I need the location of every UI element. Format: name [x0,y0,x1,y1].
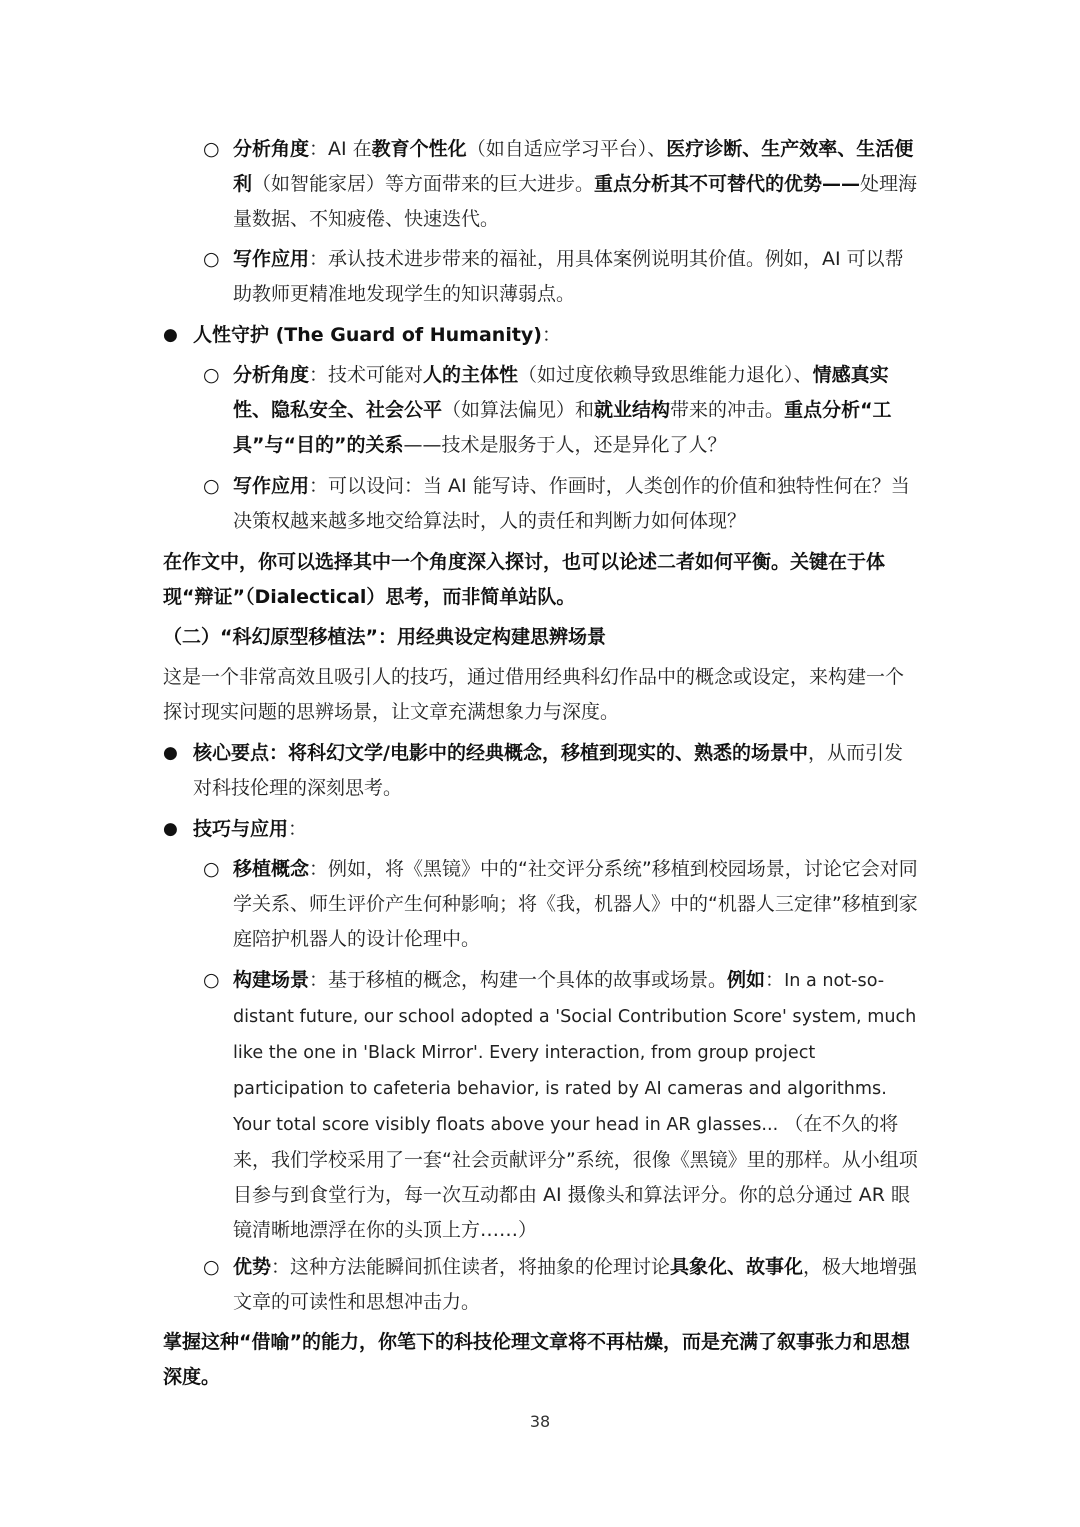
text-span: ：例如，将《黑镜》中的“社交评分系统”移植到校园场景，讨论它会对同学关系、师生评价产生何种影响；将《我，机器人》中的“机器人三定律”移植到家庭陪护机器人的设计伦理中。 [233,858,918,950]
bold-span: 教育个性化 [371,138,467,160]
text-span: （如算法偏见）和 [442,399,595,421]
bold-span: 重点分析其不可替代的优势—— [594,173,861,195]
dialectical-summary-paragraph: 在作文中，你可以选择其中一个角度深入探讨，也可以论述二者如何平衡。关键在于体现“辩证”（Dialectical）思考，而非简单站队。 [163,551,886,608]
transplant-concept-item [233,852,918,957]
text-span: ： [542,324,562,346]
hollow-circle-bullet-icon: ○ [203,475,220,497]
humanity-guard-heading [193,318,918,353]
build-scene-item [233,963,918,1248]
bold-span: 技巧与应用 [193,818,289,840]
filled-circle-bullet-icon: ● [163,743,178,763]
term-label: 分析角度 [233,138,310,160]
hollow-circle-bullet-icon: ○ [203,364,220,386]
bold-span: 重点分析“工具”与“目的”的关系 [233,399,892,456]
bold-span: 核心要点：将科幻文学/电影中的经典概念，移植到现实的、熟悉的场景中 [193,742,808,764]
bold-span: 医疗诊断、生产效率、生活便利 [233,138,914,195]
text-span: ：这种方法能瞬间抓住读者，将抽象的伦理讨论 [271,1256,671,1278]
text-span: ： [288,818,308,840]
chinese-translation-text: （在不久的将来，我们学校采用了一套“社会贡献评分”系统，很像《黑镜》里的那样。从小组项目参与到食堂行为，每一次互动都由 AI 摄像头和算法评分。你的总分通过 AR 眼镜清晰地漂浮在你的头顶上方……） [233,1113,918,1241]
section-heading: （二）“科幻原型移植法”：用经典设定构建思辨场景 [163,626,606,648]
term-label: 分析角度 [233,364,310,386]
analysis-angle-progress-item [233,132,918,237]
term-label: 写作应用 [233,475,310,497]
text-span: （如智能家居）等方面带来的巨大进步。 [252,173,595,195]
text-span: ——技术是服务于人，还是异化了人？ [403,434,727,456]
term-label: 写作应用 [233,248,310,270]
text-span: ：基于移植的概念，构建一个具体的故事或场景。 [309,969,728,991]
text-span: ：技术可能对 [309,364,424,386]
bold-span: 具象化、故事化 [670,1256,804,1278]
text-span: ：AI 在 [309,138,372,160]
filled-circle-bullet-icon: ● [163,819,178,839]
text-span: 带来的冲击。 [670,399,785,421]
hollow-circle-bullet-icon: ○ [203,1256,220,1278]
text-span: ：承认技术进步带来的福祉，用具体案例说明其价值。例如，AI 可以帮助教师更精准地发现学生的知识薄弱点。 [233,248,904,305]
bold-span: 情感真实性、隐私安全、社会公平 [233,364,889,421]
hollow-circle-bullet-icon: ○ [203,138,220,160]
bold-span: 就业结构 [594,399,671,421]
filled-circle-bullet-icon: ● [163,325,178,345]
text-span: ，从而引发对科技伦理的深刻思考。 [193,742,903,799]
term-label: 优势 [233,1256,272,1278]
text-span: ： [765,969,785,991]
analysis-angle-humanity-item [233,358,918,463]
bold-span: 人的主体性 [423,364,519,386]
text-span: ，极大地增强文章的可读性和思想冲击力。 [233,1256,918,1313]
writing-application-item-2 [233,469,918,539]
term-label: 移植概念 [233,858,310,880]
text-span: （如过度依赖导致思维能力退化）、 [518,364,813,386]
techniques-heading [193,812,918,847]
text-span: ：可以设问：当 AI 能写诗、作画时，人类创作的价值和独特性何在？当决策权越来越多地交给算法时，人的责任和判断力如何体现？ [233,475,910,532]
hollow-circle-bullet-icon: ○ [203,248,220,270]
text-span: （如自适应学习平台）、 [466,138,667,160]
english-example-text: In a not-so-distant future, our school adopted a 'Social Contribution Score' system, much like the one in 'Black Mirror'. Every interaction, from group project participation to cafeteria behavior, is rated by AI cameras and algorithms. Your total score visibly floats above your head in AR glasses... [233,971,917,1135]
text-span: 处理海量数据、不知疲倦、快速迭代。 [233,173,918,230]
core-point-item [193,736,918,806]
closing-paragraph: 掌握这种“借喻”的能力，你笔下的科技伦理文章将不再枯燥，而是充满了叙事张力和思想深度。 [163,1331,910,1388]
writing-application-item-1 [233,242,918,312]
hollow-circle-bullet-icon: ○ [203,858,220,880]
bold-span: 例如 [727,969,766,991]
advantage-item [233,1250,918,1320]
bold-span: 人性守护 (The Guard of Humanity) [193,324,542,346]
term-label: 构建场景 [233,969,310,991]
hollow-circle-bullet-icon: ○ [203,969,220,991]
page-number: 38 [529,1412,551,1431]
intro-paragraph: 这是一个非常高效且吸引人的技巧，通过借用经典科幻作品中的概念或设定，来构建一个探讨现实问题的思辨场景，让文章充满想象力与深度。 [163,666,905,723]
